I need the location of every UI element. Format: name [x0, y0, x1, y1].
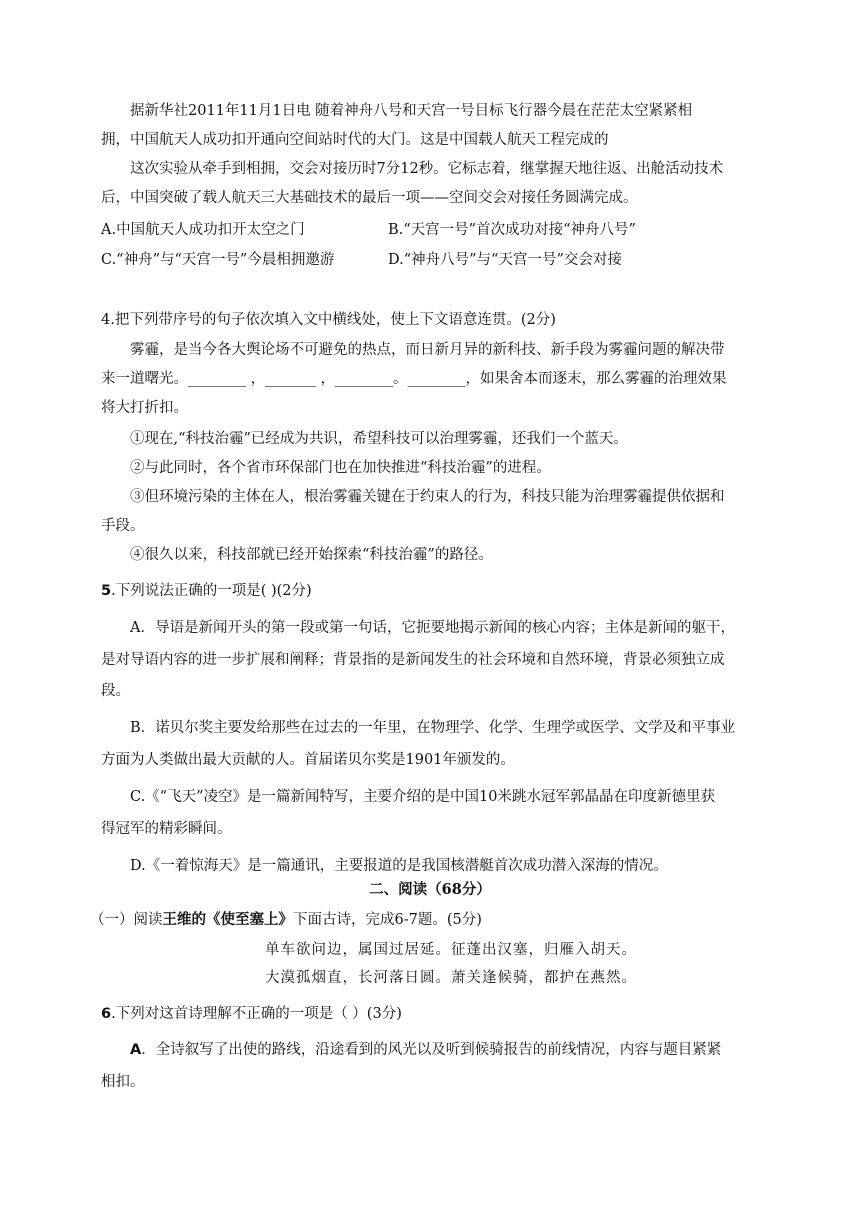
q5-option-c-line-2: 得冠军的精彩瞬间。 — [101, 821, 232, 837]
q5-number: 5 — [101, 583, 112, 599]
q5-option-b-line-1: B．诺贝尔奖主要发给那些在过去的一年里，在物理学、化学、生理学或医学、文学及和平事业 — [130, 720, 736, 736]
q5-stem — [101, 581, 312, 601]
q6-number: 6 — [101, 1006, 112, 1022]
q6-stem — [101, 1004, 402, 1024]
q5-option-b-line-2: 方面为人类做出最大贡献的人。首届诺贝尔奖是1901年颁发的。 — [101, 752, 515, 768]
poem-line-1: 单车欲问边，属国过居延。征蓬出汉塞，归雁入胡天。 — [265, 942, 637, 958]
q5-stem-text: .下列说法正确的一项是( )(2分) — [111, 583, 312, 599]
q5-option-d: D.《一着惊海天》是一篇通讯，主要报道的是我国核潜艇首次成功潜入深海的情况。 — [130, 858, 668, 874]
q5-option-a-line-1: A．导语是新闻开头的第一段或第一句话，它扼要地揭示新闻的核心内容；主体是新闻的躯干， — [130, 620, 735, 636]
section-2-poem-title: 王维的《使至塞上》 — [162, 911, 293, 928]
section-2-title: 二、阅读（68分） — [369, 881, 491, 898]
q4-item-1: ①现在,“科技治霾”已经成为共识，希望科技可以治理雾霾，还我们一个蓝天。 — [130, 431, 628, 447]
q4-text-line-1: 雾霾，是当今各大舆论场不可避免的热点，而日新月异的新科技、新手段为雾霾问题的解决带 — [130, 342, 725, 358]
q4-item-2: ②与此同时，各个省市环保部门也在加快推进“科技治霾”的进程。 — [130, 460, 551, 476]
section-2-sub-prefix: （一）阅读 — [90, 912, 163, 928]
q6-stem-text: .下列对这首诗理解不正确的一项是（ ）(3分) — [111, 1006, 402, 1022]
q6-option-a-text: ．全诗叙写了出使的路线，沿途看到的风光以及听到候骑报告的前线情况，内容与题目紧紧 — [141, 1042, 722, 1058]
news-passage-line-3: 这次实验从牵手到相拥，交会对接历时7分12秒。它标志着，继掌握天地往返、出舱活动技术 — [130, 161, 724, 177]
q6-option-a-line-2: 相扣。 — [101, 1074, 145, 1090]
q4-item-4: ④很久以来，科技部就已经开始探索“科技治霾”的路径。 — [130, 547, 493, 563]
news-option-b: B.“天宫一号”首次成功对接“神舟八号” — [388, 222, 636, 238]
q5-option-a-line-3: 段。 — [101, 683, 130, 699]
news-option-c: C.“神舟”与“天宫一号”今晨相拥邀游 — [101, 252, 335, 268]
q6-option-a-label: A — [130, 1042, 142, 1058]
news-passage-line-1: 据新华社2011年11月1日电 随着神舟八号和天宫一号目标飞行器今晨在茫茫太空紧紧相 — [130, 103, 693, 119]
section-2-sub-suffix: 下面古诗，完成6-7题。(5分) — [293, 912, 482, 928]
q5-option-c-line-1: C.《“飞天”凌空》是一篇新闻特写，主要介绍的是中国10米跳水冠军郭晶晶在印度新德里获 — [130, 789, 715, 805]
q4-item-3-line-2: 手段。 — [101, 518, 145, 534]
q4-item-3-line-1: ③但环境污染的主体在人，根治雾霾关键在于约束人的行为，科技只能为治理雾霾提供依据和 — [130, 489, 725, 505]
section-2-subtitle — [90, 910, 482, 930]
news-option-d: D.“神舟八号”与“天宫一号”交会对接 — [388, 252, 622, 268]
q4-text-line-2: 来一道曙光。________ ，_______ ，________。________，如果舍本而逐末，那么雾霾的治理效果 — [101, 371, 727, 387]
q5-option-a-line-2: 是对导语内容的进一步扩展和阐释；背景指的是新闻发生的社会环境和自然环境，背景必须独立成 — [101, 652, 725, 668]
q4-text-line-3: 将大打折扣。 — [101, 400, 188, 416]
poem-line-2: 大漠孤烟直，长河落日圆。萧关逢候骑，都护在燕然。 — [265, 970, 637, 986]
news-option-a: A.中国航天人成功扣开太空之门 — [101, 222, 305, 238]
news-passage-line-4: 后，中国突破了载人航天三大基础技术的最后一项——空间交会对接任务圆满完成。 — [101, 190, 638, 206]
q6-option-a-line-1 — [130, 1040, 721, 1060]
q4-stem: 4.把下列带序号的句子依次填入文中横线处，使上下文语意连贯。(2分) — [101, 312, 556, 328]
news-passage-line-2: 拥，中国航天人成功扣开通向空间站时代的大门。这是中国载人航天工程完成的 — [101, 132, 609, 148]
